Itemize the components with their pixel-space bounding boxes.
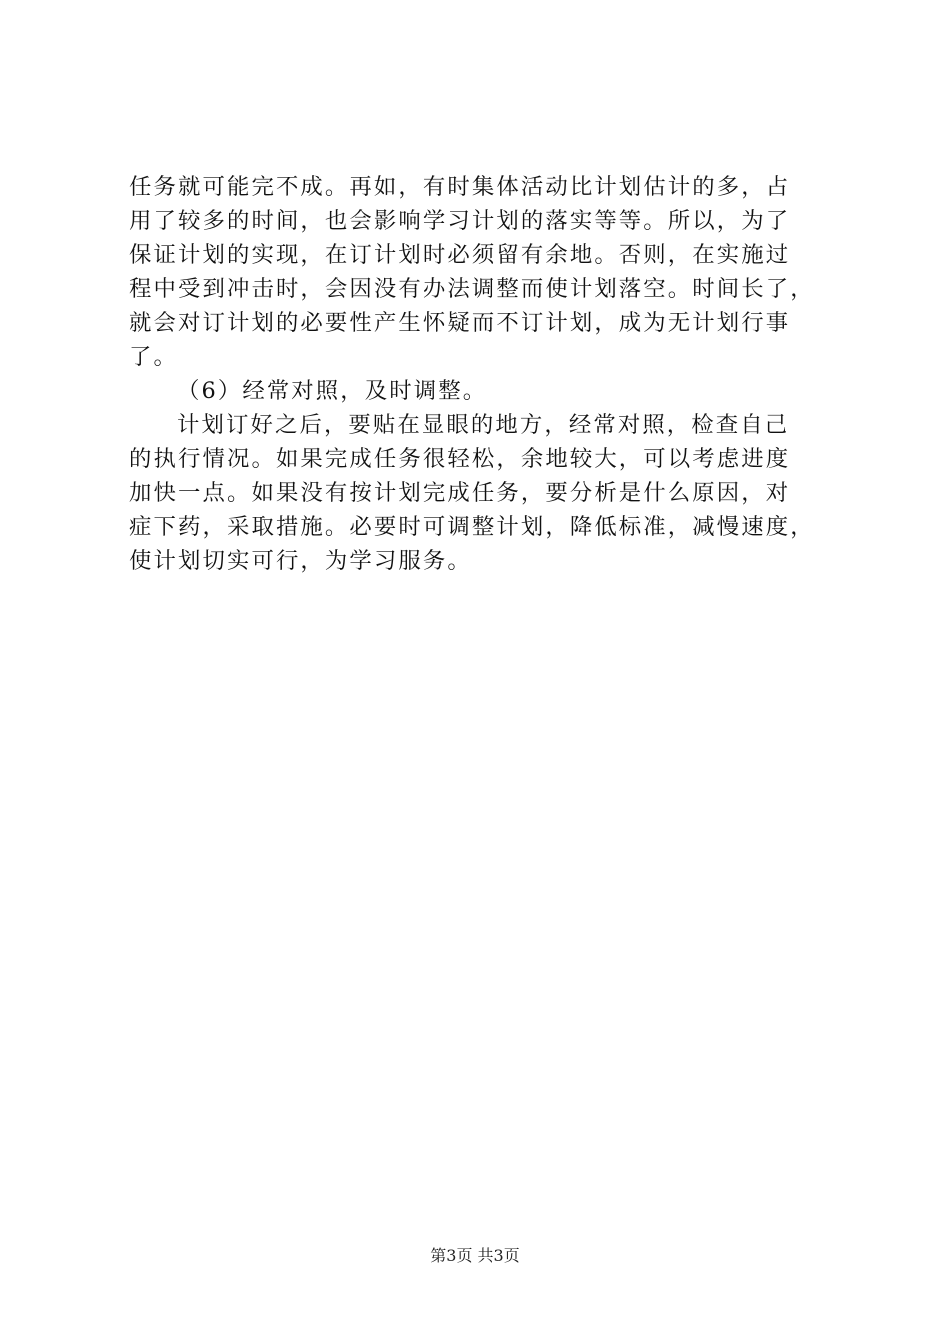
text-line: 计划订好之后，要贴在显眼的地方，经常对照，检查自己: [177, 412, 790, 438]
text-line: 加快一点。如果没有按计划完成任务，要分析是什么原因，对: [129, 480, 791, 506]
text-line: 症下药，采取措施。必要时可调整计划，降低标准，减慢速度，: [129, 514, 815, 540]
section-heading: （6）经常对照，及时调整。: [177, 378, 488, 404]
text-line: 任务就可能完不成。再如，有时集体活动比计划估计的多，占: [129, 174, 791, 200]
page-number-footer: 第3页 共3页: [430, 1246, 520, 1265]
text-line: 就会对订计划的必要性产生怀疑而不订计划，成为无计划行事: [129, 310, 791, 336]
text-line: 了。: [129, 344, 178, 370]
text-line: 程中受到冲击时，会因没有办法调整而使计划落空。时间长了，: [129, 276, 815, 302]
body-text: [129, 170, 849, 578]
text-line: 用了较多的时间，也会影响学习计划的落实等等。所以，为了: [129, 208, 791, 234]
text-line: 的执行情况。如果完成任务很轻松，余地较大，可以考虑进度: [129, 446, 791, 472]
text-line: 使计划切实可行，为学习服务。: [129, 548, 472, 574]
text-line: 保证计划的实现，在订计划时必须留有余地。否则，在实施过: [129, 242, 791, 268]
